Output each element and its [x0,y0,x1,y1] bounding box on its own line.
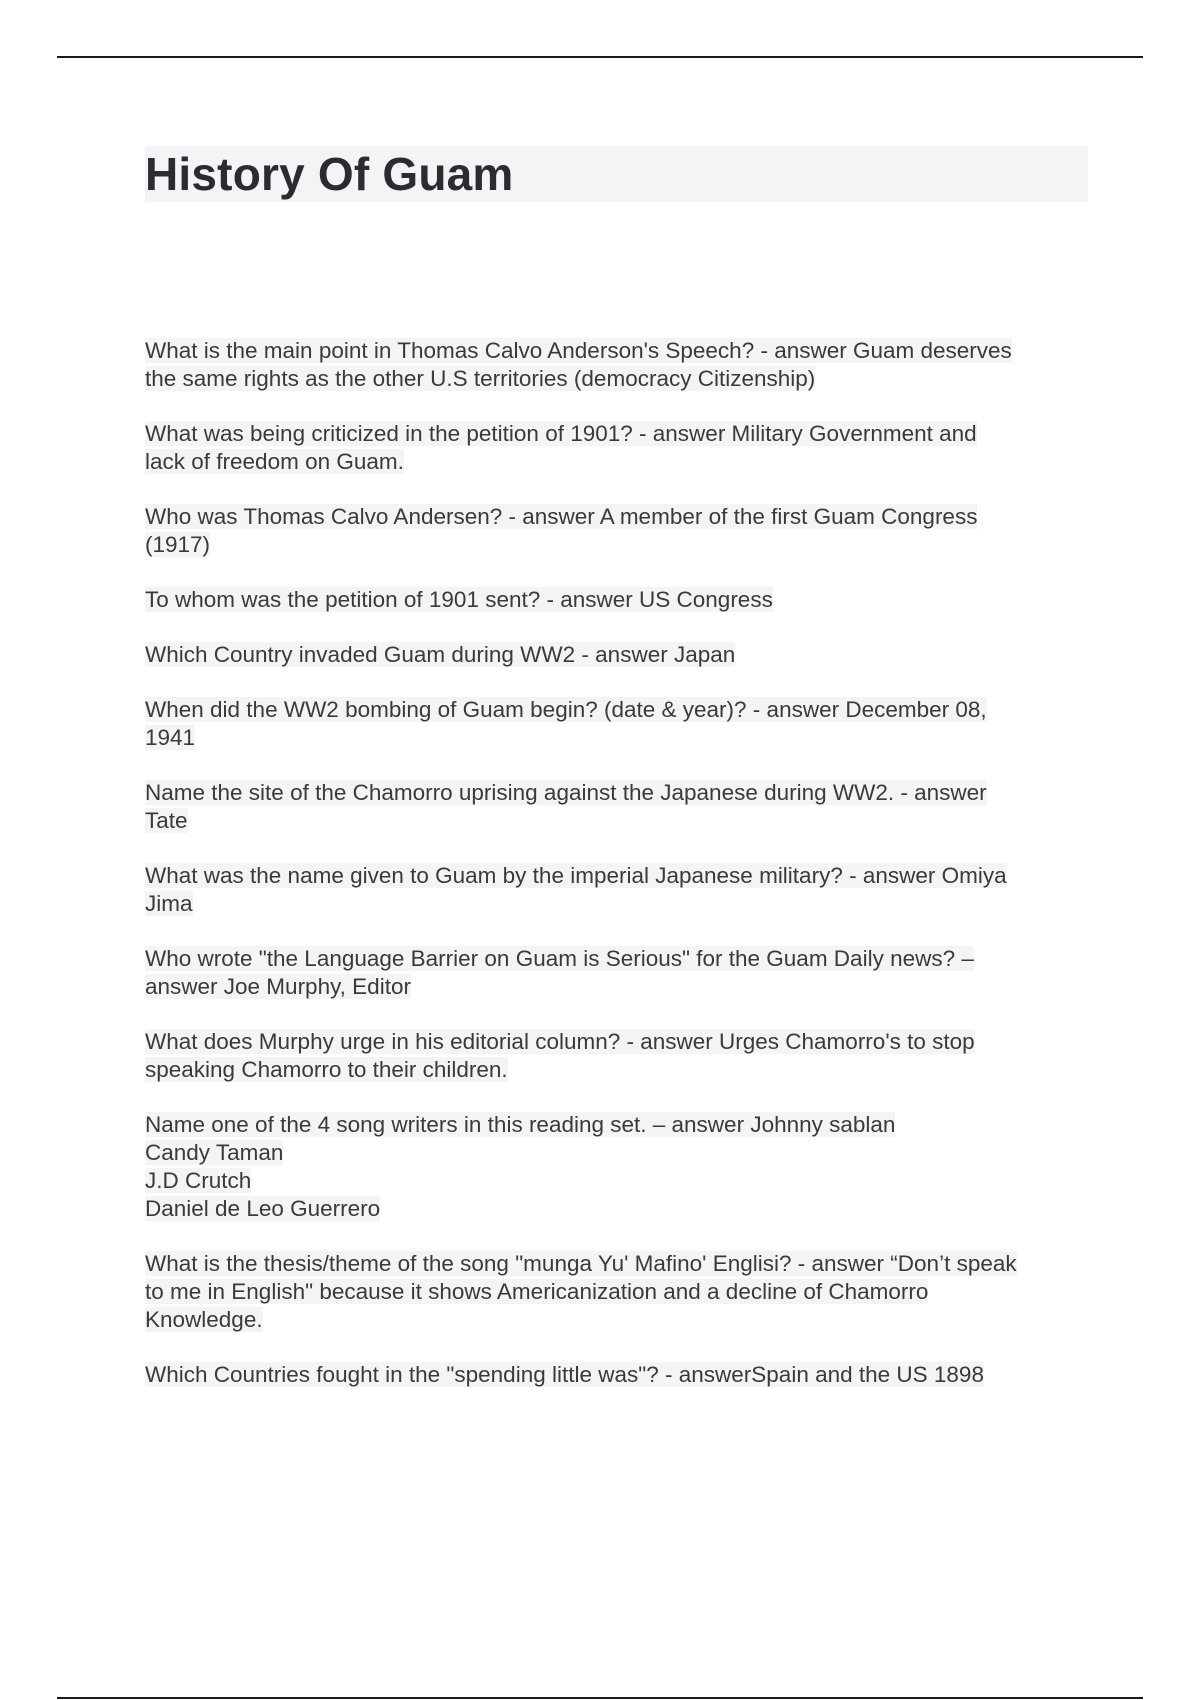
top-rule [57,56,1143,58]
qa-line: Candy Taman [145,1140,284,1165]
qa-line: 1941 [145,725,196,750]
qa-item [145,1361,1090,1389]
qa-line: (1917) [145,532,211,557]
qa-line: Name the site of the Chamorro uprising against the Japanese during WW2. - answer [145,780,987,805]
qa-item [145,641,1090,669]
qa-line: the same rights as the other U.S territories (democracy Citizenship) [145,366,816,391]
qa-item [145,1250,1090,1334]
qa-line: To whom was the petition of 1901 sent? - answer US Congress [145,587,773,612]
qa-line: Tate [145,808,188,833]
qa-line: J.D Crutch [145,1168,252,1193]
qa-line: Who was Thomas Calvo Andersen? - answer A member of the first Guam Congress [145,504,978,529]
bottom-rule [57,1697,1143,1699]
qa-item [145,779,1090,835]
qa-item [145,420,1090,476]
qa-item [145,1111,1090,1223]
page-title: History Of Guam [145,148,514,200]
qa-line: Which Countries fought in the "spending little was"? - answerSpain and the US 1898 [145,1362,984,1387]
qa-line: What does Murphy urge in his editorial column? - answer Urges Chamorro's to stop [145,1029,975,1054]
qa-item [145,696,1090,752]
qa-line: Name one of the 4 song writers in this reading set. – answer Johnny sablan [145,1112,896,1137]
qa-line: Jima [145,891,193,916]
qa-line: What is the thesis/theme of the song "munga Yu' Mafino' Englisi? - answer “Don’t speak [145,1251,1017,1276]
qa-item [145,1028,1090,1084]
qa-line: speaking Chamorro to their children. [145,1057,508,1082]
qa-item [145,586,1090,614]
qa-line: What is the main point in Thomas Calvo Anderson's Speech? - answer Guam deserves [145,338,1012,363]
qa-line: lack of freedom on Guam. [145,449,404,474]
qa-line: answer Joe Murphy, Editor [145,974,411,999]
qa-line: What was the name given to Guam by the imperial Japanese military? - answer Omiya [145,863,1007,888]
qa-line: Knowledge. [145,1307,263,1332]
qa-item [145,337,1090,393]
qa-line: When did the WW2 bombing of Guam begin? (date & year)? - answer December 08, [145,697,987,722]
qa-list [145,337,1090,1416]
qa-line: What was being criticized in the petition of 1901? - answer Military Government and [145,421,977,446]
qa-item [145,945,1090,1001]
qa-line: Daniel de Leo Guerrero [145,1196,381,1221]
qa-line: Who wrote "the Language Barrier on Guam is Serious" for the Guam Daily news? – [145,946,974,971]
qa-item [145,503,1090,559]
qa-item [145,862,1090,918]
qa-line: Which Country invaded Guam during WW2 - answer Japan [145,642,736,667]
title-block [145,146,1088,202]
qa-line: to me in English" because it shows Americanization and a decline of Chamorro [145,1279,929,1304]
